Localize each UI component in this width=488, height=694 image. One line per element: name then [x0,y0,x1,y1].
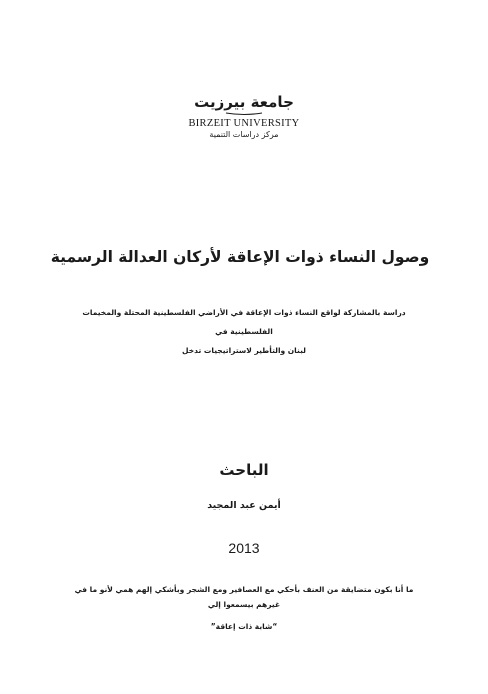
document-subtitle [60,303,428,360]
quote-attribution: “شابة ذات إعاقة” [210,622,278,631]
logo-arabic-name: جامعة بيرزيت [194,93,294,111]
epigraph-quote [60,582,428,612]
quote-line: غيرهم بيسمعوا إلي [207,600,281,609]
quote-line: ما أنا بكون متضايقة من العنف بأحكي مع العصافير ومع الشجر وبأشكي إلهم همي لأنو ما في [74,585,414,594]
university-logo [184,94,304,158]
logo-english-name: BIRZEIT UNIVERSITY [188,118,300,129]
researcher-name: أيمن عبد المجيد [207,500,281,511]
document-title: وصول النساء ذوات الإعاقة لأركان العدالة الرسمية [50,248,430,266]
researcher-label: الباحث [219,461,269,479]
subtitle-line: لبنان والتأطير لاستراتيجيات تدخل [182,346,306,355]
publication-year: 2013 [228,540,260,556]
subtitle-line: دراسة بالمشاركة لواقع النساء ذوات الإعاقة في الأراضي الفلسطينية المحتلة والمخيمات الفلسطينية في [82,308,406,336]
logo-center-name: مركز دراسات التنمية [209,130,279,139]
